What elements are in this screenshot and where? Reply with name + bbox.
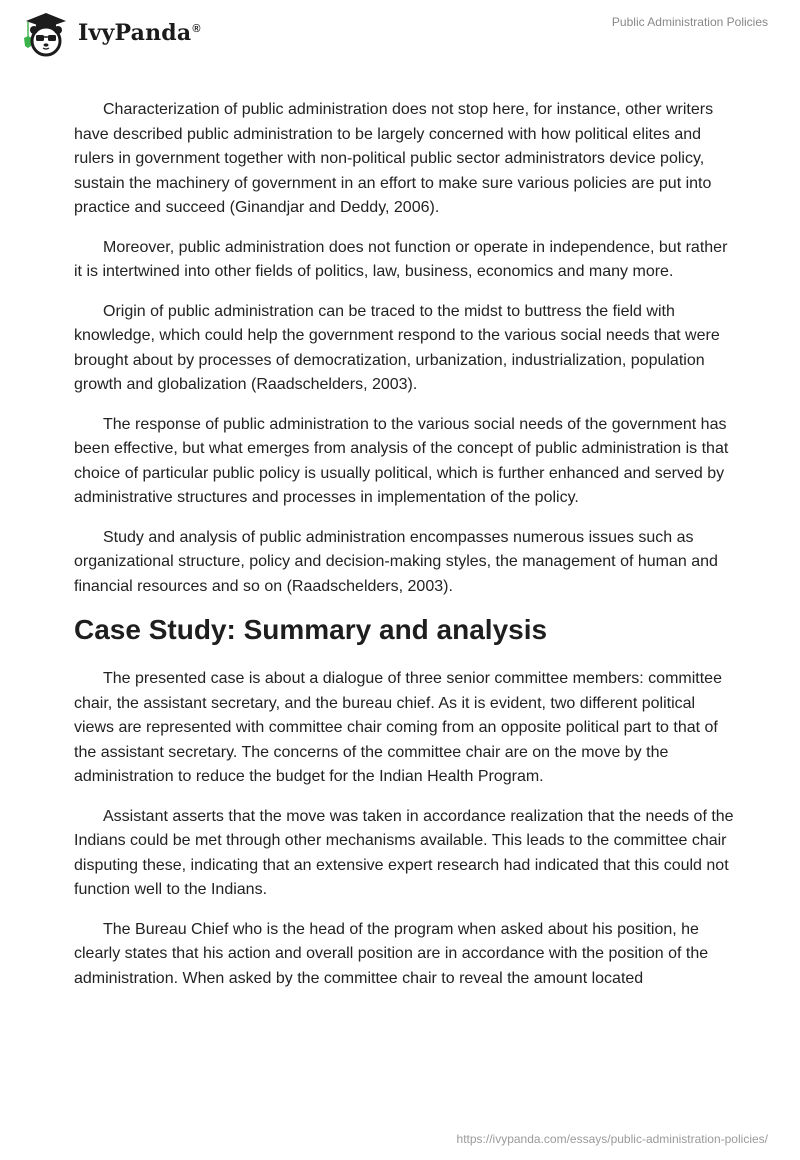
document-title: Public Administration Policies	[611, 15, 768, 29]
paragraph: The presented case is about a dialogue of three senior committee members: committee chair, the assistant secretary, and the bureau chief. As it is evident, two different political views are represented with committee chair coming from an opposite political part to that of the assistant secretary. The concerns of the committee chair are on the move by the administration to reduce the budget for the Indian Health Program.	[74, 670, 722, 785]
page-header	[0, 0, 800, 60]
brand-logo[interactable]	[18, 8, 201, 58]
paragraph: Characterization of public administration does not stop here, for instance, other writers have described public administration to be largely concerned with how political elites and rulers in government together with non-political public sector administrators device policy, sustain the machinery of government in an effort to make sure various policies are put into practice and succeed (Ginandjar and Deddy, 2006).	[74, 101, 714, 216]
registered-mark: ®	[192, 22, 201, 35]
panda-graduate-icon	[18, 8, 74, 58]
paragraph: Origin of public administration can be traced to the midst to buttress the field with knowledge, which could help the government respond to the various social needs that were brought about by processes of democratization, urbanization, industrialization, population growth and globalization (Raadschelders, 2003).	[74, 302, 720, 393]
paragraph: The response of public administration to the various social needs of the government has been effective, but what emerges from analysis of the concept of public administration is that choice of particular public policy is usually political, which is further enhanced and served by administrative structures and processes in implementation of the policy.	[74, 415, 729, 506]
section-heading: Case Study: Summary and analysis	[74, 614, 548, 645]
paragraph: Assistant asserts that the move was taken in accordance realization that the needs of the Indians could be met through other mechanisms available. This leads to the committee chair disputing these, indicating that an extensive expert research had indicated that this could not function well to the Indians.	[74, 807, 734, 898]
paragraph: Moreover, public administration does not function or operate in independence, but rather it is intertwined into other fields of politics, law, business, economics and many more.	[74, 238, 728, 280]
brand-name: IvyPanda®	[78, 20, 201, 46]
source-url[interactable]: https://ivypanda.com/essays/public-administration-policies/	[456, 1132, 768, 1146]
paragraph: The Bureau Chief who is the head of the program when asked about his position, he clearly states that his action and overall position are in accordance with the position of the administration. When asked by the committee chair to reveal the amount located	[74, 920, 709, 987]
article-body	[74, 98, 734, 1006]
paragraph: Study and analysis of public administration encompasses numerous issues such as organizational structure, policy and decision-making styles, the management of human and financial resources and so on (Raadschelders, 2003).	[74, 528, 718, 595]
